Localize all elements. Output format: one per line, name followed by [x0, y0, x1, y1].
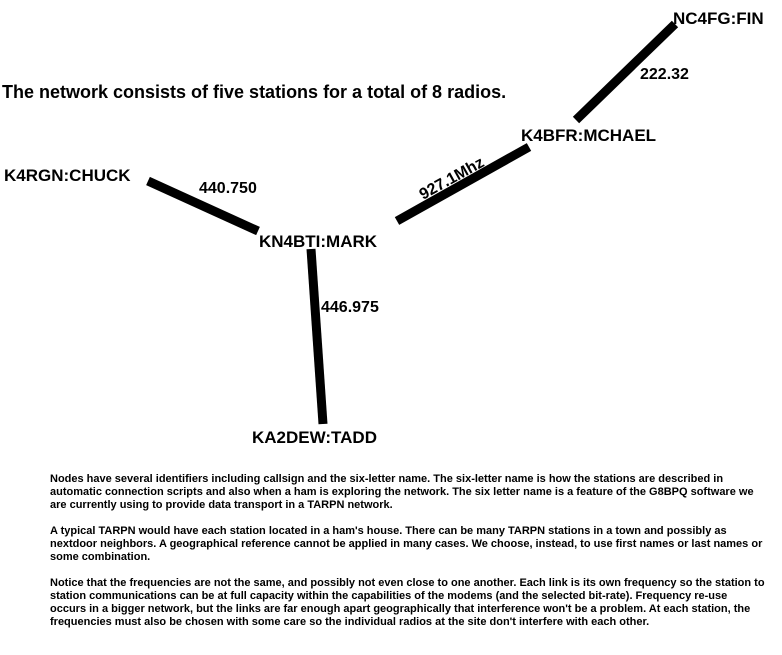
node-label-chuck: K4RGN:CHUCK — [4, 166, 131, 185]
link-line-mark-mchael — [397, 147, 529, 221]
note-paragraph: Nodes have several identifiers including callsign and the six-letter name. The six-letter name is how the stations are described in automatic connection scripts and also when a ham is exploring the network. The six letter name is a feature of the G8BPQ software we are currently using to provide data transport in a TARPN network. — [50, 473, 754, 511]
node-label-tadd: KA2DEW:TADD — [252, 428, 377, 447]
freq-label-mark-mchael: 927.1Mhz — [416, 154, 488, 204]
node-label-fin: NC4FG:FIN — [673, 9, 764, 28]
diagram-heading: The network consists of five stations for a total of 8 radios. — [2, 82, 507, 102]
node-label-mark: KN4BTI:MARK — [259, 232, 378, 251]
note-paragraph: A typical TARPN would have each station located in a ham's house. There can be many TARPN stations in a town and possibly as nextdoor neighbors. A geographical reference cannot be applied in many cases. We choose, instead, to use first names or last names or some combination. — [50, 525, 763, 563]
note-paragraph: Notice that the frequencies are not the same, and possibly not even close to one another. Each link is its own frequency so the station to station communications can be at full capacity within the capabilities of the modems (and the selected bit-rate). Frequency re-use occurs in a bigger network, but the links are far enough apart geographically that interference won't be a problem. At each station, the frequencies must also be chosen with some care so the individual radios at the site don't interfere with each other. — [50, 577, 765, 628]
node-label-mchael: K4BFR:MCHAEL — [521, 126, 657, 145]
link-line-mark-tadd — [311, 249, 323, 424]
freq-label-mchael-fin: 222.32 — [640, 66, 689, 83]
freq-label-chuck-mark: 440.750 — [199, 180, 257, 197]
explanation-notes — [50, 473, 765, 642]
freq-label-mark-tadd: 446.975 — [321, 299, 379, 316]
